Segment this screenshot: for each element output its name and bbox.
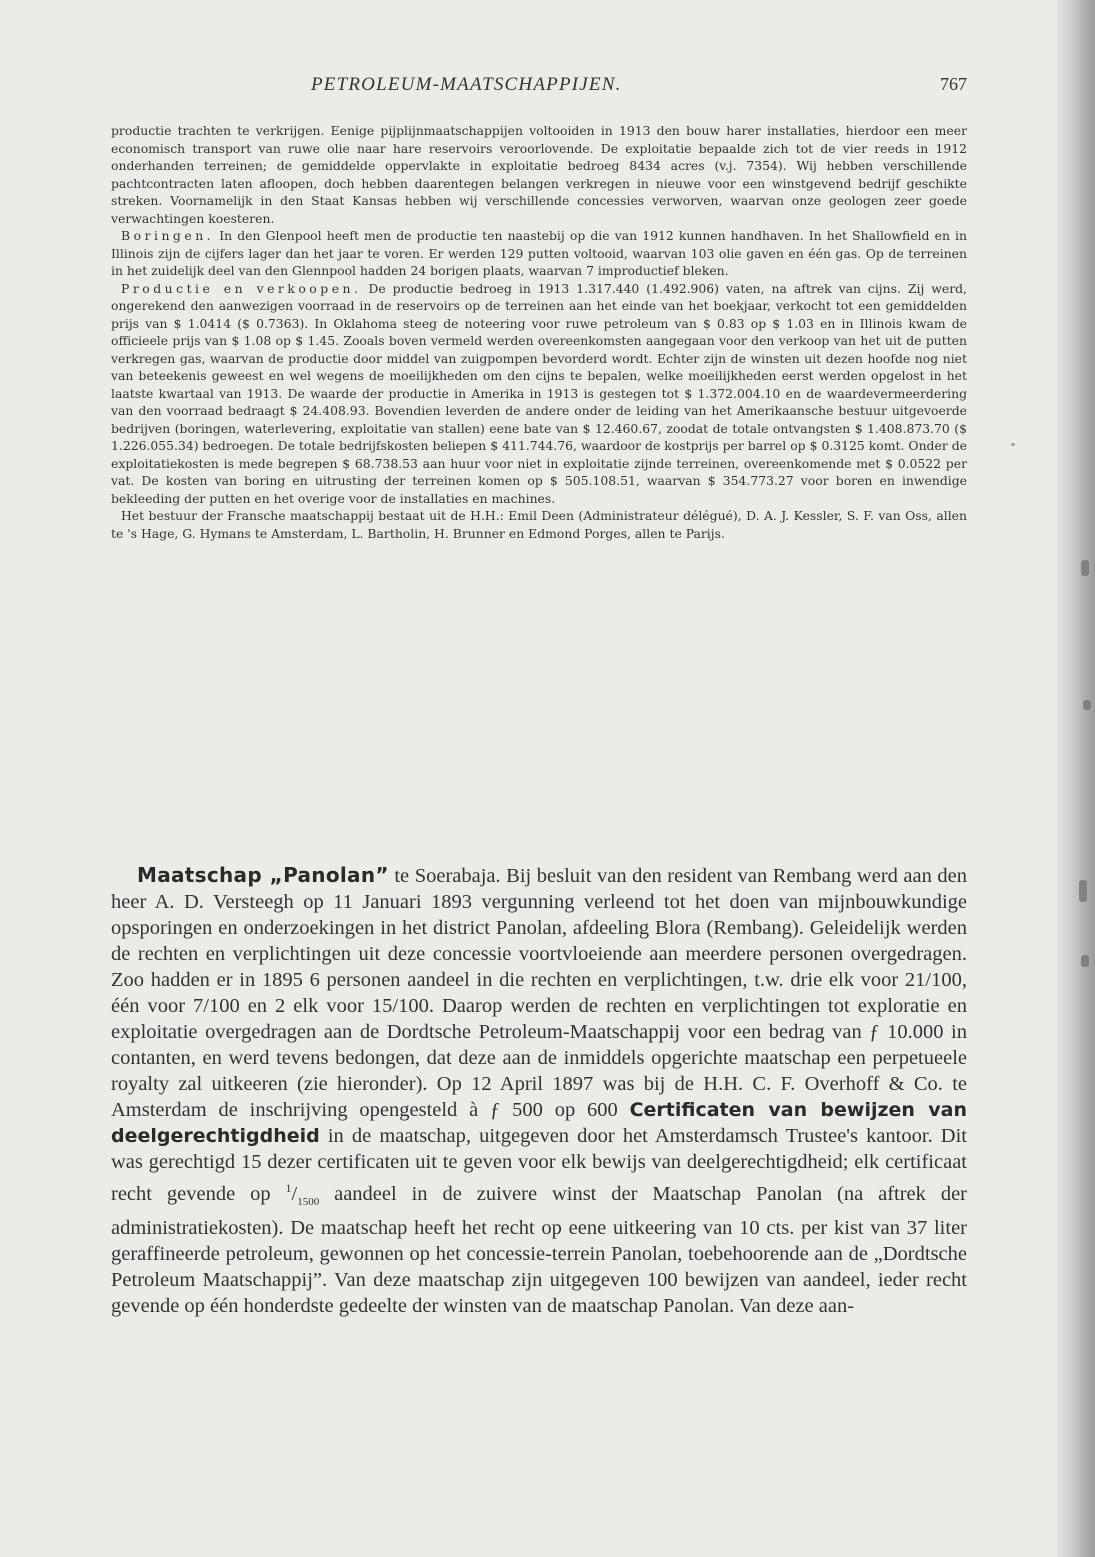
book-gutter-shadow — [1057, 0, 1095, 1557]
page-number: 767 — [940, 74, 967, 94]
paragraph-productie-text: De productie bedroeg in 1913 1.317.440 (1.492.906) vaten, na aftrek van cijns. Zij werd, ongerekend den aanwezigen voorraad in de reservoirs op de terreinen aan het einde van het boekjaar, verkocht tot een gemiddelden prijs van $ 1.0414 ($ 0.7363). In Oklahoma steeg de noteering voor ruwe petroleum van $ 0.83 op $ 1.03 en in Illinois kwam de officieele prijs van $ 1.08 op $ 1.45. Zooals boven vermeld werden overeenkomsten aangegaan voor den verkoop van het uit de putten verkregen gas, waarvan de productie door middel van zuigpompen bevorderd wordt. Echter zijn de winsten uit dezen hoofde nog niet van beteekenis geweest en wel wegens de moeilijkheden om den cijns te bepalen, welke moeilijkheden eerst werden opgelost in het laatste kwartaal van 1913. De waarde der productie in Amerika in 1913 is gestegen tot $ 1.372.004.10 en de waardevermeerdering van den voorraad bedraagt $ 24.408.93. Bovendien leverden de andere onder de leiding van het Amerikaansche bestuur uitgevoerde bedrijven (boringen, waterlevering, exploitatie van stallen) eene bate van $ 12.460.67, zoodat de totale ontvangsten $ 1.408.873.70 ($ 1.226.055.34) bedroegen. De totale bedrijfskosten beliepen $ 411.744.76, waardoor de kostprijs per barrel op $ 0.3125 komt. Onder de exploitatiekosten is mede begrepen $ 68.738.53 aan huur voor niet in exploitatie zijnde terreinen, overeenkomende met $ 0.0522 per vat. De kosten van boring en uitrusting der terreinen komen op $ 505.108.51, waarvan $ 354.773.27 voor boren en inwendige bekleeding der putten en het overige voor de installaties en machines. — [111, 280, 967, 506]
fraction-denominator: 1500 — [297, 1195, 320, 1208]
paragraph-boringen — [111, 227, 967, 280]
bold-phrase-certificaten: Certificaten van bewijzen van deelgerechtigdheid — [111, 1099, 967, 1147]
fraction-numerator: 1 — [285, 1181, 292, 1195]
gutter-mark — [1079, 880, 1087, 902]
heading-panolan: Maatschap „Panolan” — [137, 863, 389, 887]
paragraph-exploitation: productie trachten te verkrijgen. Eenige pijplijnmaatschappijen voltooiden in 1913 den bouw harer installaties, hierdoor een meer economisch transport van ruwe olie naar hare reservoirs veroorlovende. De exploitatie bepaalde zich tot de vier reeds in 1912 onderhanden terreinen; de gemiddelde oppervlakte in exploitatie bedroeg 8434 acres (v.j. 7354). Wij hebben verschillende pachtcontracten laten afloopen, doch hebben daarentegen belangen verkregen in nieuwe voor een winstgevend bedrijf geschikte streken. Voornamelijk in den Staat Kansas hebben wij verschillende concessies verworven, waarvan onze geologen zeer goede verwachtingen koesteren. — [111, 123, 967, 226]
paragraph-boringen-text: In den Glenpool heeft men de productie ten naastebij op die van 1912 kunnen handhaven. In het Shallowfield en in Illinois zijn de cijfers lager dan het jaar te voren. Er werden 129 putten voltooid, waarvan 103 olie gaven en één gas. Op de terreinen in het zuidelijk deel van den Glennpool hadden 24 borigen plaats, waarvan 7 improductief bleken. — [111, 228, 967, 278]
panolan-text-3: aandeel in de zuivere winst der Maatschap Panolan (na aftrek der administratiekosten). De maatschap heeft het recht op eene uitkeering van 10 cts. per kist van 37 liter geraffineerde petroleum, gewonnen op het concessie-terrein Panolan, toebehoorende aan de „Dordtsche Petroleum Maatschappij”. Van deze maatschap zijn uitgegeven 100 bewijzen van aandeel, ieder recht gevende op één honderdste gedeelte der winsten van de maatschap Panolan. Van deze aan- — [111, 1182, 967, 1317]
heading-productie: Productie en verkoopen. — [121, 280, 362, 296]
paragraph-panolan: Maatschap „Panolan” te Soerabaja. Bij besluit van den resident van Rembang werd aan den heer A. D. Versteegh op 11 Januari 1893 vergunning verleend tot het doen van mijnbouwkundige opsporingen en onderzoekingen in het district Panolan, afdeeling Blora (Rembang). Geleidelijk werden de rechten en verplichtingen uit deze concessie voortvloeiende aan meerdere personen overgedragen. Zoo hadden er in 1895 6 personen aandeel in die rechten en verplichtingen, t.w. drie elk voor 21/100, één voor 7/100 en 2 elk voor 15/100. Daarop werden de rechten en verplichtingen tot exploratie en exploitatie overgedragen aan de Dordtsche Petroleum-Maatschappij voor een bedrag van ƒ 10.000 in contanten, en werd tevens bedongen, dat deze aan de inmiddels opgerichte maatschap een perpetueele royalty zal uitkeeren (zie hieronder). Op 12 April 1897 was bij de H.H. C. F. Overhoff & Co. te Amsterdam de inschrijving opengesteld à ƒ 500 op 600 Certificaten van bewijzen van deelgerechtigdheid in de maatschap, uitgegeven door het Amsterdamsch Trustee's kantoor. Dit was gerechtigd 15 dezer certificaten uit te geven voor elk bewijs van deelgerechtigdheid; elk certificaat recht gevende op $^1/_{1500}$ aandeel in de zuivere winst der Maatschap Panolan (na aftrek der administratiekosten). De maatschap heeft het recht op eene uitkeering van 10 cts. per kist van 37 liter geraffineerde petroleum, gewonnen op het concessie-terrein Panolan, toebehoorende aan de „Dordtsche Petroleum Maatschappij”. Van deze maatschap zijn uitgegeven 100 bewijzen van aandeel, ieder recht gevende op één honderdste gedeelte der winsten van de maatschap Panolan. Van deze aan- — [111, 863, 968, 1317]
petroleum-company-section — [111, 122, 967, 542]
panolan-text-2: in de maatschap, uitgegeven door het Amsterdamsch Trustee's kantoor. Dit was gerechtigd 15 dezer certificaten uit te geven voor elk bewijs van deelgerechtigdheid; elk certificaat recht gevende op — [111, 1125, 967, 1205]
paragraph-bestuur: Het bestuur der Fransche maatschappij bestaat uit de H.H.: Emil Deen (Administrateur délégué), D. A. J. Kessler, S. F. van Oss, allen te 's Hage, G. Hymans te Amsterdam, L. Bartholin, H. Brunner en Edmond Porges, allen te Parijs. — [111, 508, 967, 541]
gutter-mark — [1081, 560, 1089, 576]
panolan-section — [111, 862, 967, 1319]
gutter-mark — [1083, 700, 1091, 710]
page-header — [111, 74, 967, 100]
scan-speck — [1011, 443, 1015, 446]
running-title: PETROLEUM-MAATSCHAPPIJEN. — [311, 74, 622, 95]
panolan-text-1: te Soerabaja. Bij besluit van den resident van Rembang werd aan den heer A. D. Versteegh op 11 Januari 1893 vergunning verleend tot het doen van mijnbouwkundige opsporingen en onderzoekingen in het district Panolan, afdeeling Blora (Rembang). Geleidelijk werden de rechten en verplichtingen uit deze concessie voortvloeiende aan meerdere personen overgedragen. Zoo hadden er in 1895 6 personen aandeel in die rechten en verplichtingen, t.w. drie elk voor 21/100, één voor 7/100 en 2 elk voor 15/100. Daarop werden de rechten en verplichtingen tot exploratie en exploitatie overgedragen aan de Dordtsche Petroleum-Maatschappij voor een bedrag van ƒ 10.000 in contanten, en werd tevens bedongen, dat deze aan de inmiddels opgerichte maatschap een perpetueele royalty zal uitkeeren (zie hieronder). Op 12 April 1897 was bij de H.H. C. F. Overhoff & Co. te Amsterdam de inschrijving opengesteld à ƒ 500 op 600 — [111, 865, 968, 1121]
paragraph-productie — [111, 280, 967, 508]
heading-boringen: Boringen. — [121, 228, 215, 243]
gutter-mark — [1081, 955, 1089, 967]
